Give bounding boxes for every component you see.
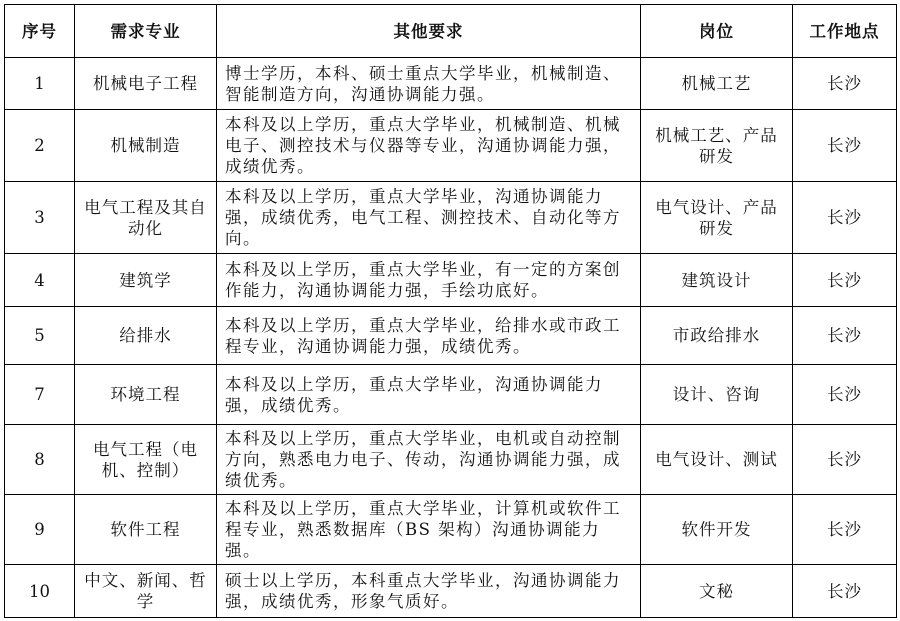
table-row	[5, 565, 897, 618]
row-no: 9	[5, 495, 75, 565]
row-location: 长沙	[793, 495, 897, 565]
row-location: 长沙	[793, 307, 897, 365]
row-no: 5	[5, 307, 75, 365]
header-requirements: 其他要求	[217, 5, 641, 58]
row-requirements: 本科及以上学历，重点大学毕业，机械制造、机械电子、测控技术与仪器等专业，沟通协调能力强，成绩优秀。	[217, 110, 641, 182]
row-position: 设计、咨询	[641, 365, 793, 425]
row-major: 电气工程（电机、控制）	[75, 425, 217, 495]
row-no: 10	[5, 565, 75, 618]
table-row	[5, 182, 897, 254]
row-location: 长沙	[793, 58, 897, 110]
row-major: 环境工程	[75, 365, 217, 425]
row-location: 长沙	[793, 254, 897, 307]
row-position: 市政给排水	[641, 307, 793, 365]
header-location: 工作地点	[793, 5, 897, 58]
row-location: 长沙	[793, 110, 897, 182]
table-row	[5, 58, 897, 110]
row-location: 长沙	[793, 365, 897, 425]
row-no: 2	[5, 110, 75, 182]
table-row	[5, 495, 897, 565]
table-row	[5, 110, 897, 182]
table-row	[5, 425, 897, 495]
row-no: 1	[5, 58, 75, 110]
row-position: 机械工艺	[641, 58, 793, 110]
row-no: 8	[5, 425, 75, 495]
recruitment-table	[4, 4, 897, 618]
row-no: 4	[5, 254, 75, 307]
header-position: 岗位	[641, 5, 793, 58]
header-major: 需求专业	[75, 5, 217, 58]
row-requirements: 本科及以上学历，重点大学毕业，给排水或市政工程专业，沟通协调能力强，成绩优秀。	[217, 307, 641, 365]
row-location: 长沙	[793, 425, 897, 495]
table-row	[5, 365, 897, 425]
row-location: 长沙	[793, 565, 897, 618]
row-major: 电气工程及其自动化	[75, 182, 217, 254]
row-major: 机械电子工程	[75, 58, 217, 110]
row-requirements: 博士学历，本科、硕士重点大学毕业，机械制造、智能制造方向，沟通协调能力强。	[217, 58, 641, 110]
row-requirements: 本科及以上学历，重点大学毕业，沟通协调能力强，成绩优秀。	[217, 365, 641, 425]
row-major: 中文、新闻、哲学	[75, 565, 217, 618]
row-position: 机械工艺、产品研发	[641, 110, 793, 182]
row-major: 建筑学	[75, 254, 217, 307]
row-requirements: 本科及以上学历，重点大学毕业，计算机或软件工程专业，熟悉数据库（BS 架构）沟通协调能力强。	[217, 495, 641, 565]
row-position: 电气设计、测试	[641, 425, 793, 495]
row-requirements: 本科及以上学历，重点大学毕业，有一定的方案创作能力，沟通协调能力强，手绘功底好。	[217, 254, 641, 307]
row-major: 软件工程	[75, 495, 217, 565]
row-no: 7	[5, 365, 75, 425]
row-requirements: 硕士以上学历，本科重点大学毕业，沟通协调能力强，成绩优秀，形象气质好。	[217, 565, 641, 618]
row-major: 机械制造	[75, 110, 217, 182]
row-major: 给排水	[75, 307, 217, 365]
row-no: 3	[5, 182, 75, 254]
row-position: 建筑设计	[641, 254, 793, 307]
row-location: 长沙	[793, 182, 897, 254]
row-position: 电气设计、产品研发	[641, 182, 793, 254]
row-position: 文秘	[641, 565, 793, 618]
table-row	[5, 254, 897, 307]
row-position: 软件开发	[641, 495, 793, 565]
header-no: 序号	[5, 5, 75, 58]
row-requirements: 本科及以上学历，重点大学毕业，沟通协调能力强，成绩优秀，电气工程、测控技术、自动化等方向。	[217, 182, 641, 254]
table-header-row	[5, 5, 897, 58]
row-requirements: 本科及以上学历，重点大学毕业，电机或自动控制方向，熟悉电力电子、传动，沟通协调能力强，成绩优秀。	[217, 425, 641, 495]
table-row	[5, 307, 897, 365]
